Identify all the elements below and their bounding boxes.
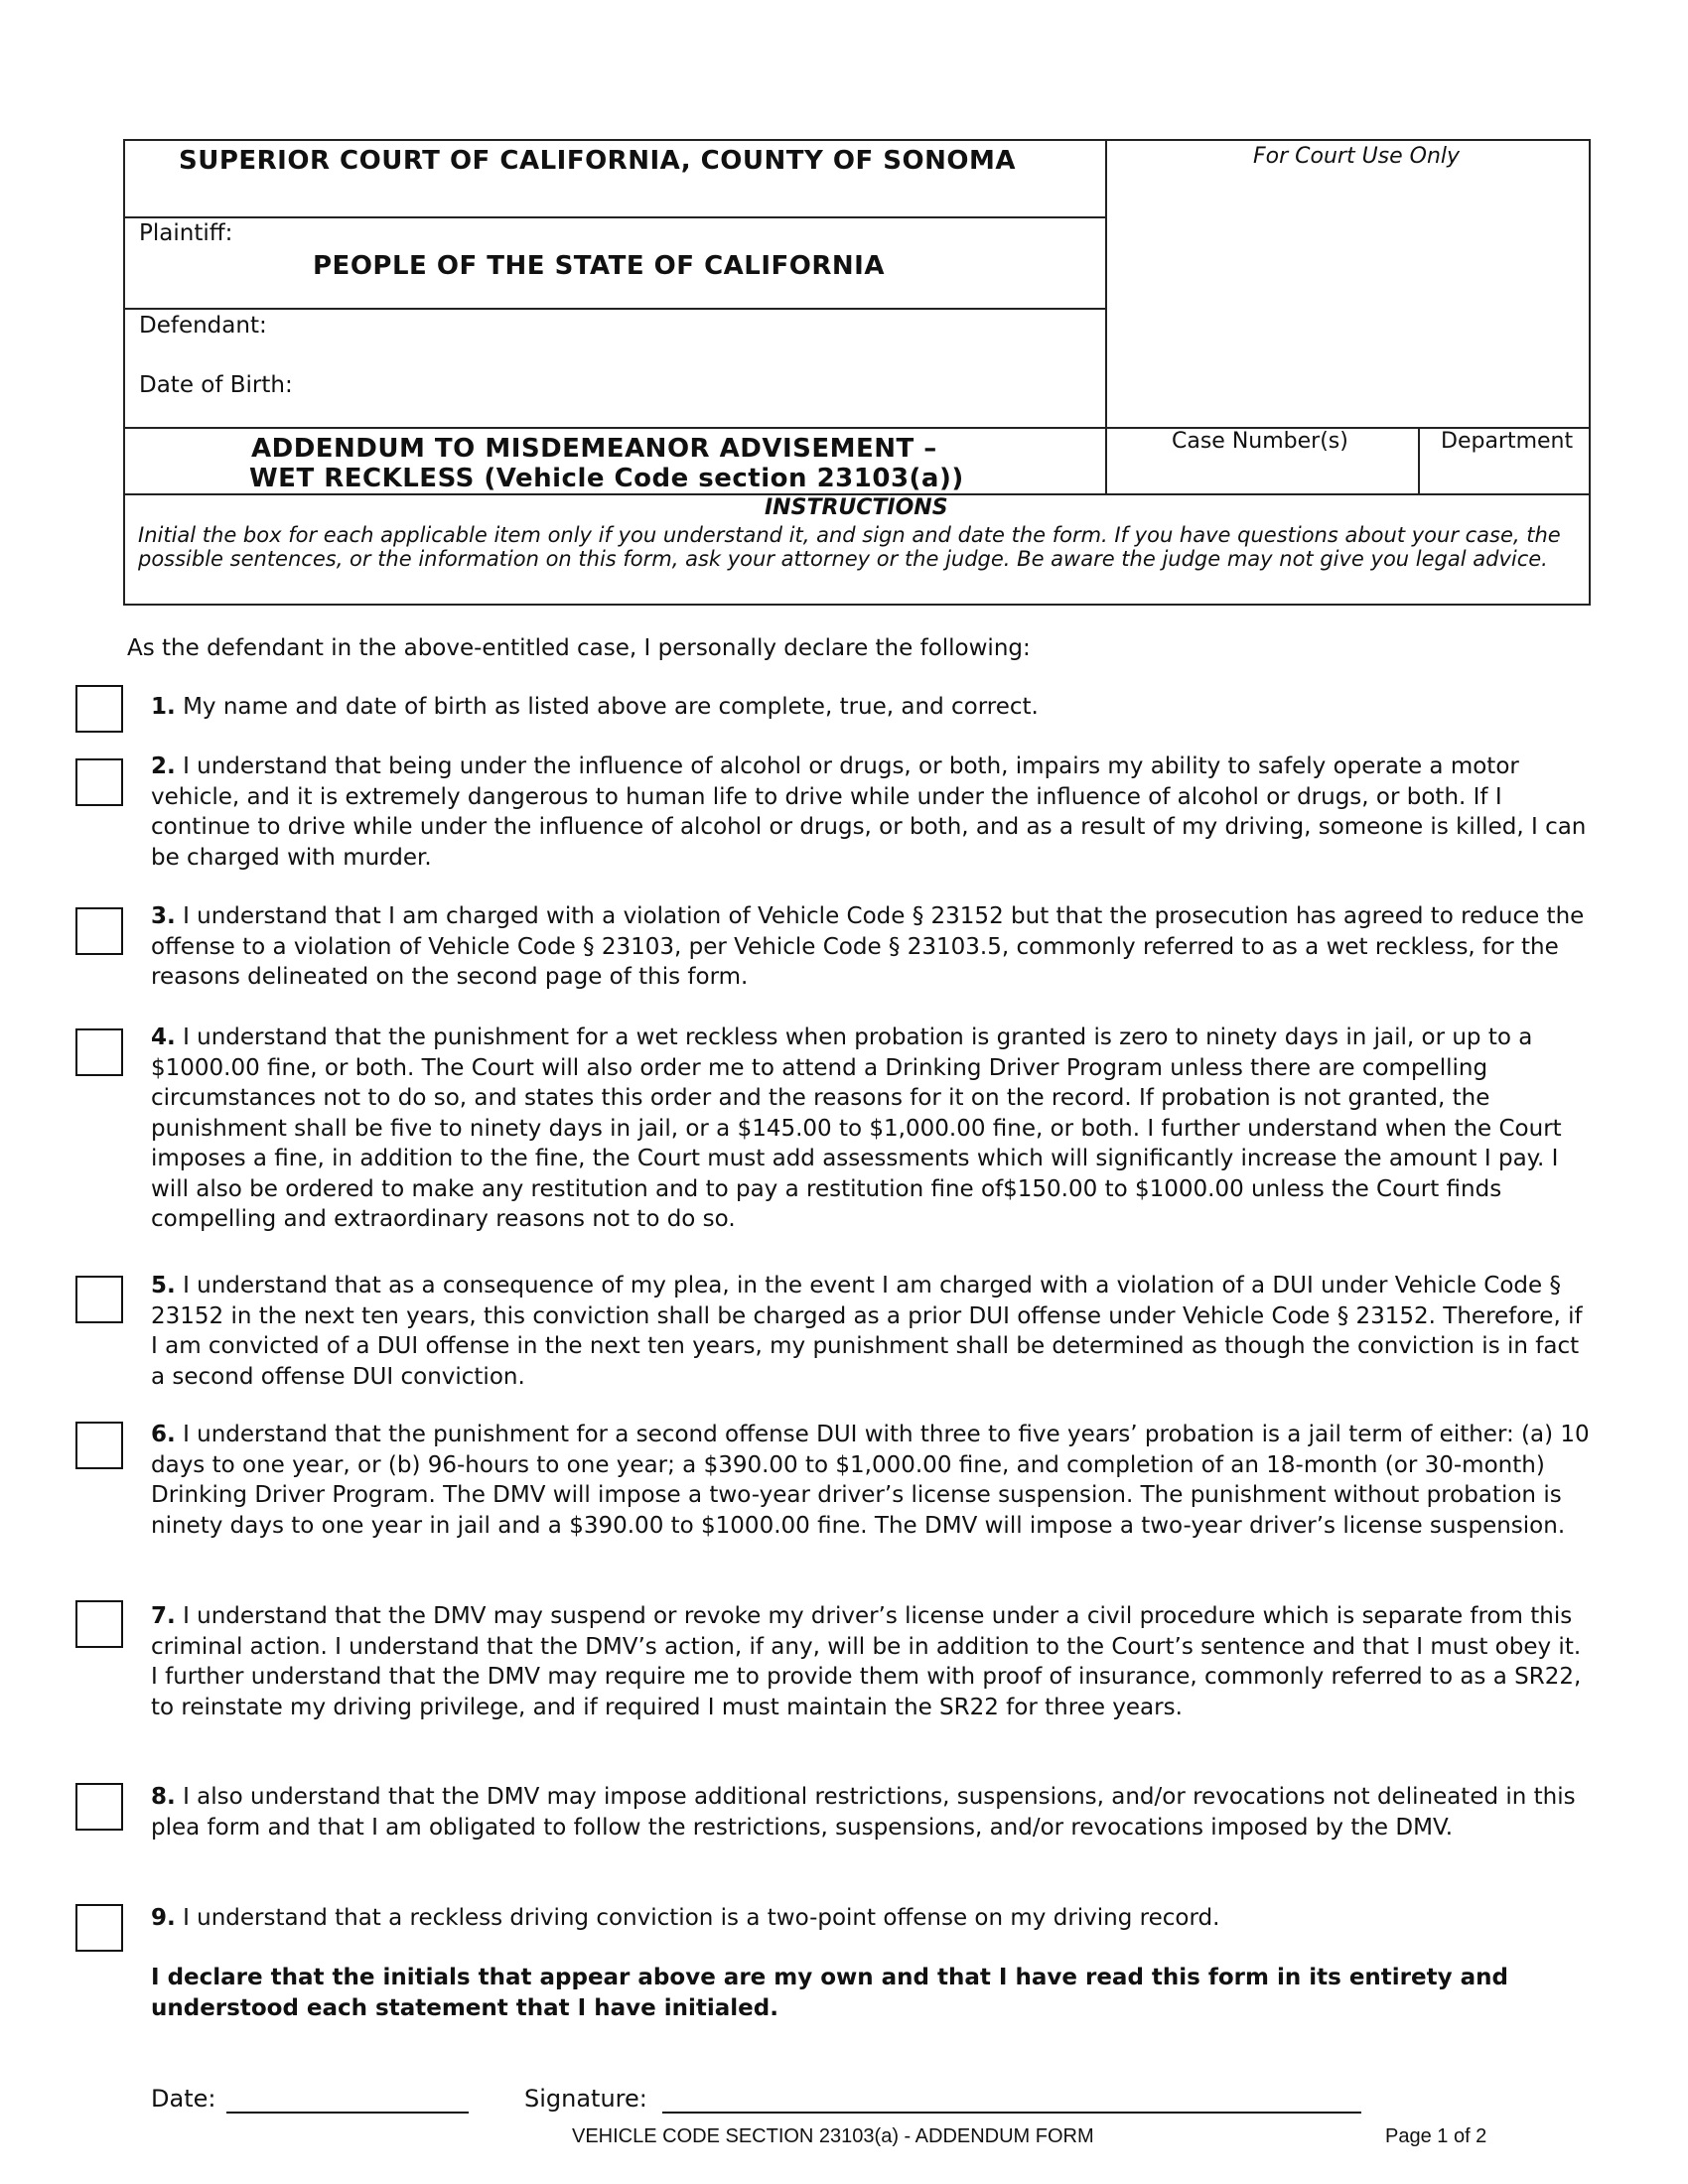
date-label: Date: <box>151 2085 216 2113</box>
footer-page-number: Page 1 of 2 <box>1385 2125 1487 2147</box>
initial-box-5[interactable] <box>75 1276 123 1323</box>
defendant-label: Defendant: <box>139 313 267 339</box>
form-title-line1: ADDENDUM TO MISDEMEANOR ADVISEMENT – <box>251 434 937 464</box>
date-line[interactable] <box>226 2112 469 2114</box>
court-use-label: For Court Use Only <box>1253 144 1461 169</box>
intro-statement: As the defendant in the above-entitled case, I personally declare the following: <box>127 635 1031 661</box>
signature-label: Signature: <box>524 2085 647 2113</box>
item-4: 4. I understand that the punishment for a wet reckless when probation is granted is zero to ninety days in jail, or up to a $1000.00 fine, or both. The Court will also order me to attend a Drinking Driver Program unless there are compelling circumstances not to do so, and states this order and the reasons for it on the record. If probation is not granted, the punishment shall be five to ninety days in jail, or a $145.00 to $1,000.00 fine, or both. I further understand when the Court imposes a fine, in addition to the fine, the Court must add assessments which will significantly increase the amount I pay. I will also be ordered to make any restitution and to pay a restitution fine of$150.00 to $1000.00 unless the Court finds compelling and extraordinary reasons not to do so. <box>151 1024 1562 1232</box>
court-name: SUPERIOR COURT OF CALIFORNIA, COUNTY OF SONOMA <box>179 146 1016 176</box>
initial-box-6[interactable] <box>75 1422 123 1469</box>
initial-box-9[interactable] <box>75 1904 123 1952</box>
signature-line[interactable] <box>662 2112 1361 2114</box>
item-9: 9. I understand that a reckless driving conviction is a two-point offense on my driving record. <box>151 1905 1220 1931</box>
initial-box-2[interactable] <box>75 758 123 806</box>
plaintiff-name: PEOPLE OF THE STATE OF CALIFORNIA <box>313 251 885 281</box>
initial-box-1[interactable] <box>75 685 123 733</box>
instructions-text: Initial the box for each applicable item only if you understand it, and sign and date the form. If you have questions about your case, the possible sentences, or the information on this form, ask your attorney or the judge. Be aware the judge may not give you legal advice. <box>138 523 1561 571</box>
initial-box-8[interactable] <box>75 1783 123 1831</box>
case-number-label: Case Number(s) <box>1172 429 1348 454</box>
item-8: 8. I also understand that the DMV may impose additional restrictions, suspensions, and/or revocations not delineated in this plea form and that I am obligated to follow the restrictions, suspensions, and/or revocations imposed by the DMV. <box>151 1784 1576 1841</box>
item-1: 1. My name and date of birth as listed above are complete, true, and correct. <box>151 694 1039 720</box>
initial-box-7[interactable] <box>75 1600 123 1648</box>
item-3: 3. I understand that I am charged with a violation of Vehicle Code § 23152 but that the prosecution has agreed to reduce the offense to a violation of Vehicle Code § 23103, per Vehicle Code § 23103.5, commonly referred to as a wet reckless, for the reasons delineated on the second page of this form. <box>151 903 1585 990</box>
initial-box-3[interactable] <box>75 907 123 955</box>
form-title-line2: WET RECKLESS (Vehicle Code section 23103(a)) <box>249 464 964 493</box>
declaration-statement: I declare that the initials that appear above are my own and that I have read this form in its entirety and understood each statement that I have initialed. <box>151 1965 1508 2021</box>
instructions-title: INSTRUCTIONS <box>765 495 948 520</box>
footer-form-name: VEHICLE CODE SECTION 23103(a) - ADDENDUM FORM <box>572 2125 1094 2147</box>
plaintiff-label: Plaintiff: <box>139 220 233 246</box>
department-label: Department <box>1441 429 1574 454</box>
item-6: 6. I understand that the punishment for a second offense DUI with three to five years’ probation is a jail term of either: (a) 10 days to one year, or (b) 96-hours to one year; a $390.00 to $1,000.00 fine, and completion of an 18-month (or 30-month) Drinking Driver Program. The DMV will impose a two-year driver’s license suspension. The punishment without probation is ninety days to one year in jail and a $390.00 to $1000.00 fine. The DMV will impose a two-year driver’s license suspension. <box>151 1422 1590 1539</box>
item-5: 5. I understand that as a consequence of my plea, in the event I am charged with a violation of a DUI under Vehicle Code § 23152 in the next ten years, this conviction shall be charged as a prior DUI offense under Vehicle Code § 23152. Therefore, if I am convicted of a DUI offense in the next ten years, my punishment shall be determined as though the conviction is in fact a second offense DUI conviction. <box>151 1273 1583 1390</box>
item-2: 2. I understand that being under the influence of alcohol or drugs, or both, impairs my ability to safely operate a motor vehicle, and it is extremely dangerous to human life to drive while under the influence of alcohol or drugs, or both. If I continue to drive while under the influence of alcohol or drugs, or both, and as a result of my driving, someone is killed, I can be charged with murder. <box>151 753 1587 871</box>
initial-box-4[interactable] <box>75 1028 123 1076</box>
dob-label: Date of Birth: <box>139 372 293 398</box>
item-7: 7. I understand that the DMV may suspend or revoke my driver’s license under a civil procedure which is separate from this criminal action. I understand that the DMV’s action, if any, will be in addition to the Court’s sentence and that I must obey it. I further understand that the DMV may require me to provide them with proof of insurance, commonly referred to as a SR22, to reinstate my driving privilege, and if required I must maintain the SR22 for three years. <box>151 1603 1582 1720</box>
